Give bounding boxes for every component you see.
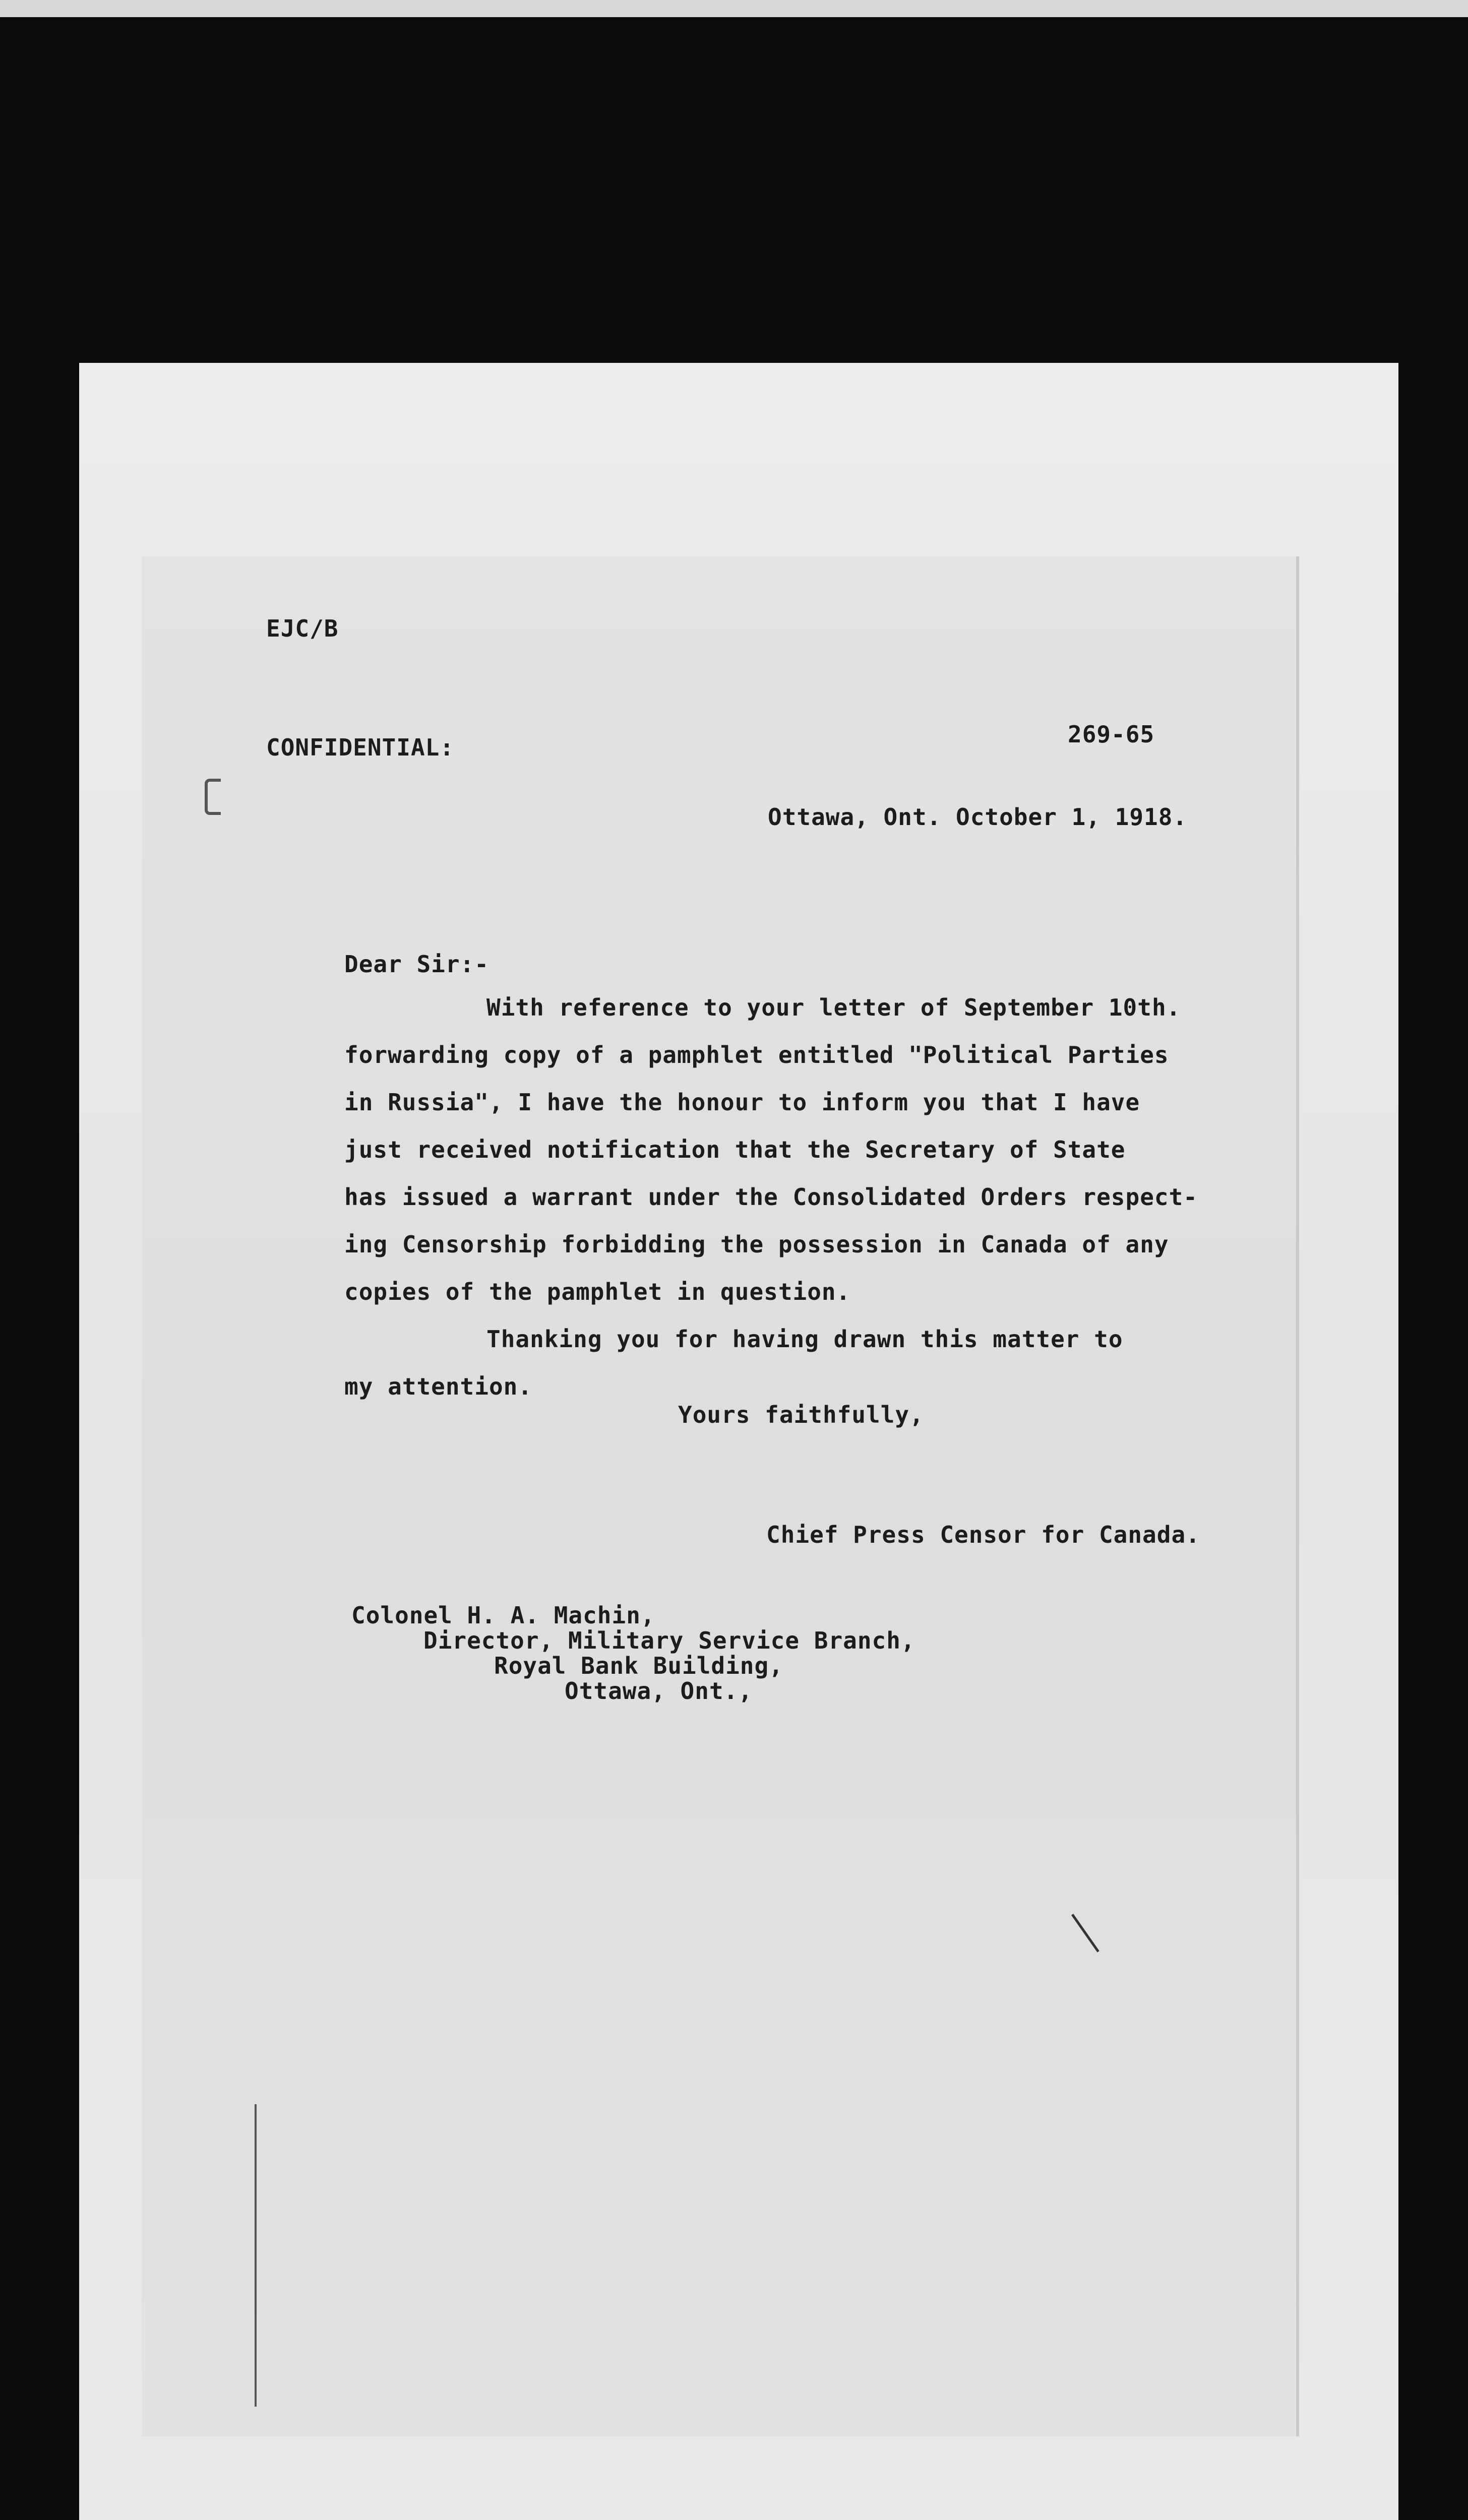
signature-title: Chief Press Censor for Canada.: [766, 1521, 1200, 1548]
address-line: Ottawa, Ont.,: [565, 1677, 753, 1705]
salutation: Dear Sir:-: [344, 951, 489, 978]
body-line: has issued a warrant under the Consolidated Orders respect-: [344, 1183, 1198, 1211]
body-line: forwarding copy of a pamphlet entitled "Political Parties: [344, 1041, 1169, 1068]
body-line: my attention.: [344, 1373, 533, 1400]
body-line: Thanking you for having drawn this matter to: [486, 1326, 1123, 1353]
film-top-edge: [0, 0, 1468, 17]
body-line: in Russia", I have the honour to inform you that I have: [344, 1089, 1140, 1116]
body-line: copies of the pamphlet in question.: [344, 1278, 851, 1305]
body-line: ing Censorship forbidding the possession in Canada of any: [344, 1231, 1169, 1258]
binder-clip-mark: [205, 779, 221, 815]
letter-page: [142, 556, 1296, 2436]
file-number: 269-65: [1068, 721, 1155, 748]
address-line: Director, Military Service Branch,: [423, 1627, 915, 1654]
classification-heading: CONFIDENTIAL:: [266, 734, 455, 761]
address-line: Royal Bank Building,: [494, 1652, 783, 1679]
address-line: Colonel H. A. Machin,: [351, 1602, 655, 1629]
reference-initials: EJC/B: [266, 615, 339, 642]
body-line: With reference to your letter of September 10th.: [486, 994, 1181, 1021]
place-date: Ottawa, Ont. October 1, 1918.: [768, 803, 1188, 831]
pen-mark: [255, 2104, 257, 2407]
complimentary-closing: Yours faithfully,: [678, 1401, 924, 1428]
body-line: just received notification that the Secretary of State: [344, 1136, 1126, 1163]
